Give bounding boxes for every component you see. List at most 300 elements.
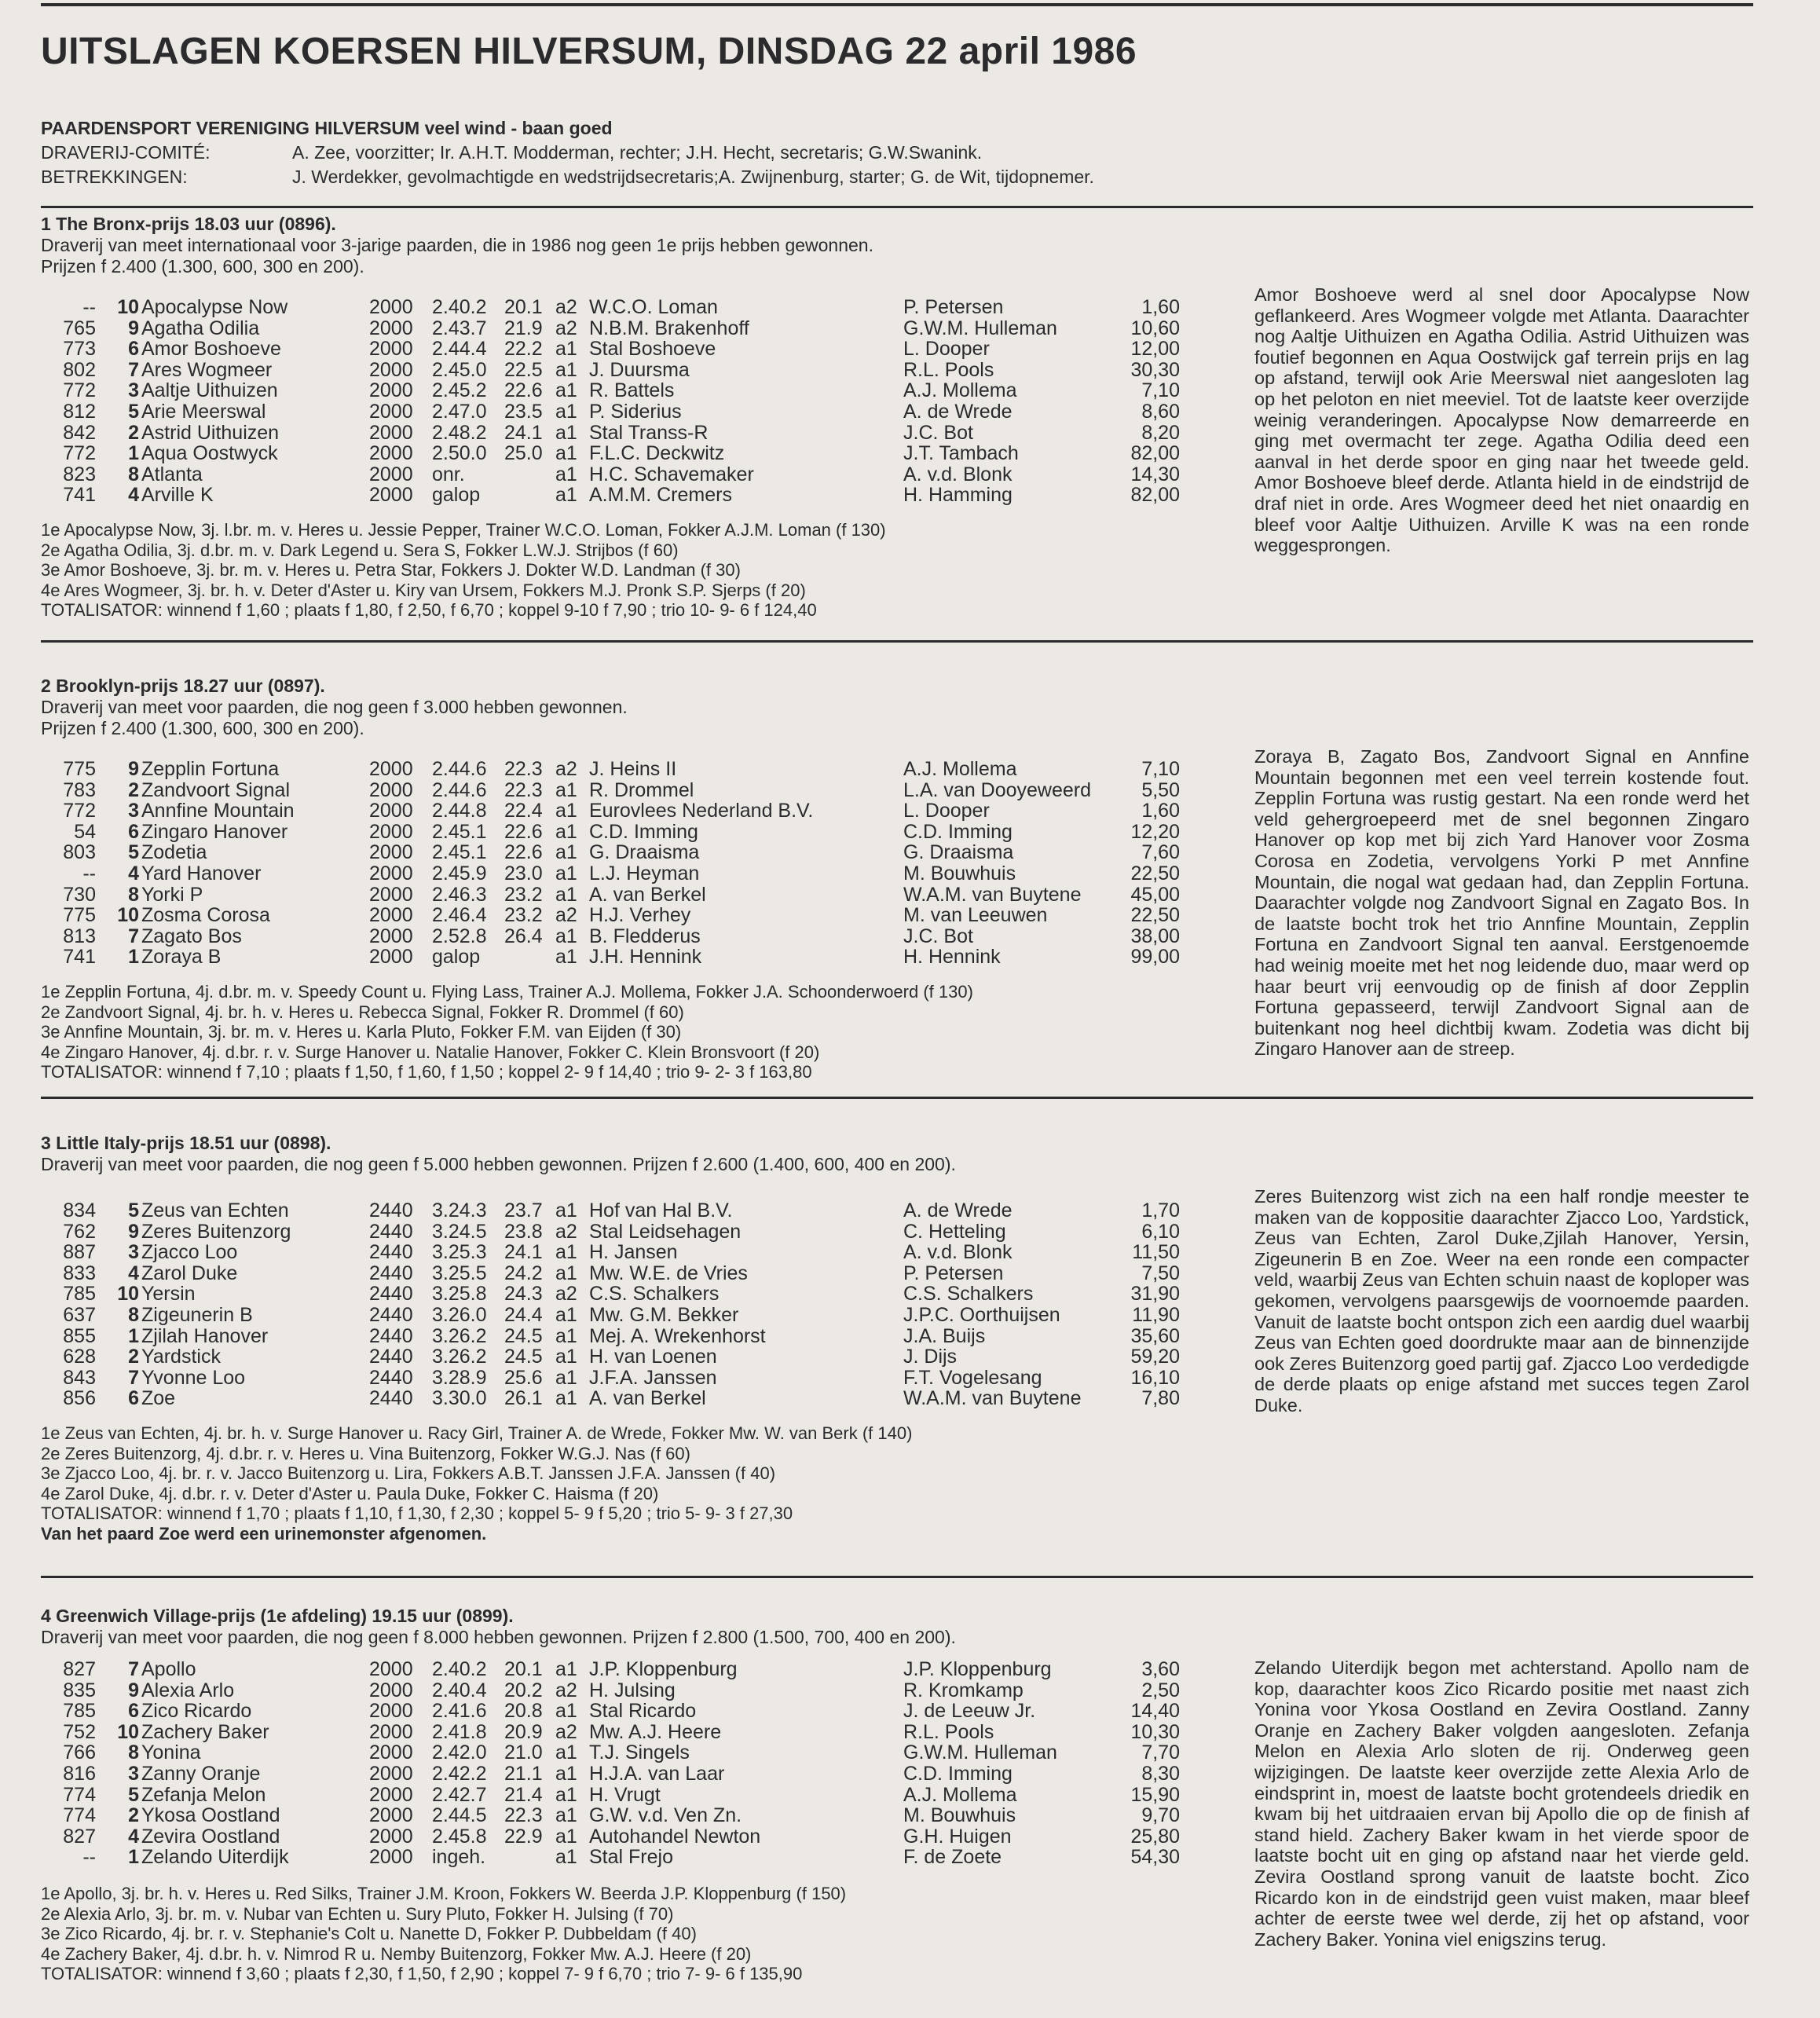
odds: 6,10 xyxy=(1141,1220,1180,1243)
distance: 2000 xyxy=(369,1783,413,1806)
distance: 2000 xyxy=(369,862,413,884)
results-table xyxy=(41,1200,1188,1409)
race-time: 2.46.3 xyxy=(432,883,487,906)
driver: A. de Wrede xyxy=(903,400,1013,423)
odds: 30,30 xyxy=(1130,358,1180,381)
km-time: 26.4 xyxy=(504,925,543,947)
horse-name: Apollo xyxy=(141,1658,196,1680)
driver: C. Hetteling xyxy=(903,1220,1006,1243)
km-time: 21.9 xyxy=(504,317,543,339)
race-time: 2.47.0 xyxy=(432,400,487,423)
race-time: 3.26.2 xyxy=(432,1346,487,1368)
start-number: 8 xyxy=(128,1741,139,1764)
race-time: 3.24.3 xyxy=(432,1199,487,1221)
start-code: a1 xyxy=(555,1387,577,1410)
placing-line: 4e Zarol Duke, 4j. d.br. r. v. Deter d'Aster u. Paula Duke, Fokker C. Haisma (f 20) xyxy=(41,1483,659,1503)
driver: G.H. Huigen xyxy=(903,1825,1012,1848)
placing-line: 1e Zepplin Fortuna, 4j. d.br. m. v. Speedy Count u. Flying Lass, Trainer A.J. Mollema, Fokker J.A. Schoonderwoerd (f 130) xyxy=(41,982,973,1002)
horse-name: Apocalypse Now xyxy=(141,296,288,318)
race-time: 2.46.4 xyxy=(432,904,487,927)
start-number: 8 xyxy=(128,883,139,906)
race-report: Amor Boshoeve werd al snel door Apocalypse Now geflankeerd. Ares Wogmeer volgde met Atlanta. Daarachter nog Aaltje Uithuizen en Agatha Odilia. Astrid Uithuizen was foutief begonnen en Aqua Oostwijck gaf terrein prijs en lag op afstand, terwijl ook Arie Meerswal niet aangesloten lag op het peloton en niet meeviel. Tot de laatste keer overzijde weinig veranderingen. Apocalypse Now demarreerde en ging met overmacht ter zege. Agatha Odilia deed een aanval in het derde spoor en ging naar het tweede geld. Amor Boshoeve bleef derde. Atlanta hield in de eindstrijd de draf niet in orde. Ares Wogmeer deed het niet onaardig en bleef voor Aaltje Uithuizen. Arville K was na een ronde weggesprongen. xyxy=(1254,284,1749,556)
odds: 16,10 xyxy=(1130,1366,1180,1389)
horse-name: Zelando Uiterdijk xyxy=(141,1846,289,1869)
table-row xyxy=(41,800,1188,822)
previous-result: 855 xyxy=(63,1324,96,1347)
odds: 8,30 xyxy=(1141,1762,1180,1785)
start-code: a1 xyxy=(555,841,577,864)
start-code: a1 xyxy=(555,358,577,381)
previous-result: 628 xyxy=(63,1346,96,1368)
table-row xyxy=(41,1346,1188,1368)
km-time: 24.5 xyxy=(504,1324,543,1347)
finish-details xyxy=(41,982,973,1082)
start-code: a2 xyxy=(555,758,577,780)
start-code: a1 xyxy=(555,1700,577,1723)
distance: 2000 xyxy=(369,1825,413,1848)
table-row xyxy=(41,1805,1188,1826)
table-row xyxy=(41,485,1188,506)
horse-name: Amor Boshoeve xyxy=(141,338,281,361)
km-time: 25.0 xyxy=(504,442,543,465)
section-divider xyxy=(41,1097,1753,1099)
odds: 54,30 xyxy=(1130,1846,1180,1869)
owner: J. Duursma xyxy=(589,358,690,381)
start-code: a2 xyxy=(555,904,577,927)
race-time: 2.52.8 xyxy=(432,925,487,947)
placing-line: 3e Amor Boshoeve, 3j. br. m. v. Heres u. Petra Star, Fokkers J. Dokter W.D. Landman (f 30) xyxy=(41,560,741,580)
horse-name: Zico Ricardo xyxy=(141,1700,252,1723)
finish-details xyxy=(41,1423,912,1544)
driver: L. Dooper xyxy=(903,338,990,361)
previous-result: 842 xyxy=(63,421,96,444)
distance: 2440 xyxy=(369,1303,413,1326)
start-code: a1 xyxy=(555,1303,577,1326)
start-number: 3 xyxy=(128,1762,139,1785)
km-time: 22.6 xyxy=(504,379,543,402)
race-time: 3.25.3 xyxy=(432,1241,487,1264)
horse-name: Yonina xyxy=(141,1741,201,1764)
previous-result: 802 xyxy=(63,358,96,381)
race-time: 2.44.6 xyxy=(432,778,487,801)
owner: Stal Frejo xyxy=(589,1846,673,1869)
placing-line: 1e Apollo, 3j. br. h. v. Heres u. Red Silks, Trainer J.M. Kroon, Fokkers W. Beerda J.P. Kloppenburg (f 150) xyxy=(41,1884,847,1903)
distance: 2440 xyxy=(369,1324,413,1347)
table-row xyxy=(41,1388,1188,1409)
owner: B. Fledderus xyxy=(589,925,701,947)
start-number: 3 xyxy=(128,800,139,822)
odds: 11,50 xyxy=(1132,1241,1180,1264)
race-report: Zoraya B, Zagato Bos, Zandvoort Signal en Annfine Mountain begonnen met een veel terrein kostende fout. Zepplin Fortuna was rustig gestart. Na een ronde werd het veld gehergroepeerd met de snel begonnen Zingaro Hanover op kop met bij zich Yard Hanover voor Zosma Corosa en Zodetia, vervolgens Yorki P met Annfine Mountain, die nogal wat gedaan had, dan Zepplin Fortuna. Daarachter volgde nog Zandvoort Signal en Zagato Bos. In de laatste bocht trok het trio Annfine Mountain, Zepplin Fortuna en Zandvoort Signal ten aanval. Eerstgenoemde had weinig moeite met het nog leidende duo, maar werd op haar beurt vrij eenvoudig op de finish af door Zepplin Fortuna gepasseerd, terwijl Zandvoort Signal aan de buitenkant nog heel dichtbij kwam. Zodetia was dicht bij Zingaro Hanover aan de streep. xyxy=(1254,746,1749,1060)
start-number: 5 xyxy=(128,400,139,423)
owner: W.C.O. Loman xyxy=(589,296,718,318)
race-time: 2.44.5 xyxy=(432,1804,487,1827)
race-time: 2.45.9 xyxy=(432,862,487,884)
distance: 2000 xyxy=(369,778,413,801)
km-time: 22.3 xyxy=(504,1804,543,1827)
km-time: 24.2 xyxy=(504,1262,543,1284)
odds: 10,60 xyxy=(1130,317,1180,339)
distance: 2000 xyxy=(369,1804,413,1827)
distance: 2000 xyxy=(369,379,413,402)
race-title: 1 The Bronx-prijs 18.03 uur (0896). xyxy=(41,214,336,234)
driver: J.C. Bot xyxy=(903,925,973,947)
table-row xyxy=(41,318,1188,339)
table-row xyxy=(41,1305,1188,1326)
distance: 2000 xyxy=(369,883,413,906)
distance: 2000 xyxy=(369,904,413,927)
horse-name: Zjilah Hanover xyxy=(141,1324,269,1347)
km-time: 20.8 xyxy=(504,1700,543,1723)
race-time: 3.25.5 xyxy=(432,1262,487,1284)
table-row xyxy=(41,1680,1188,1701)
odds: 2,50 xyxy=(1141,1679,1180,1701)
km-time: 24.3 xyxy=(504,1283,543,1306)
driver: L. Dooper xyxy=(903,800,990,822)
horse-name: Arie Meerswal xyxy=(141,400,266,423)
driver: A. v.d. Blonk xyxy=(903,1241,1013,1264)
race-time: 3.24.5 xyxy=(432,1220,487,1243)
odds: 22,50 xyxy=(1130,904,1180,927)
km-time: 22.4 xyxy=(504,800,543,822)
horse-name: Ares Wogmeer xyxy=(141,358,273,381)
odds: 9,70 xyxy=(1141,1804,1180,1827)
km-time: 23.2 xyxy=(504,904,543,927)
previous-result: 823 xyxy=(63,463,96,485)
start-number: 10 xyxy=(117,296,139,318)
start-number: 8 xyxy=(128,1303,139,1326)
previous-result: 783 xyxy=(63,778,96,801)
driver: C.D. Imming xyxy=(903,1762,1013,1785)
distance: 2000 xyxy=(369,1700,413,1723)
driver: M. van Leeuwen xyxy=(903,904,1048,927)
race-time: 2.45.1 xyxy=(432,820,487,843)
placing-line: 4e Zingaro Hanover, 4j. d.br. r. v. Surge Hanover u. Natalie Hanover, Fokker C. Klein Bronsvoort (f 20) xyxy=(41,1042,820,1062)
distance: 2440 xyxy=(369,1199,413,1221)
previous-result: 741 xyxy=(63,484,96,507)
owner: Mej. A. Wrekenhorst xyxy=(589,1324,766,1347)
table-row xyxy=(41,297,1188,318)
table-row xyxy=(41,842,1188,863)
km-time: 23.7 xyxy=(504,1199,543,1221)
race-time: 2.43.7 xyxy=(432,317,487,339)
odds: 7,60 xyxy=(1141,841,1180,864)
odds: 22,50 xyxy=(1130,862,1180,884)
odds: 7,10 xyxy=(1141,379,1180,402)
odds: 31,90 xyxy=(1130,1283,1180,1306)
race-time: 2.45.1 xyxy=(432,841,487,864)
driver: M. Bouwhuis xyxy=(903,862,1016,884)
previous-result: 772 xyxy=(63,442,96,465)
previous-result: 816 xyxy=(63,1762,96,1785)
previous-result: 834 xyxy=(63,1199,96,1221)
previous-result: 762 xyxy=(63,1220,96,1243)
distance: 2000 xyxy=(369,421,413,444)
start-number: 5 xyxy=(128,1199,139,1221)
owner: H. Jansen xyxy=(589,1241,678,1264)
previous-result: 785 xyxy=(63,1700,96,1723)
race-note: Van het paard Zoe werd een urinemonster afgenomen. xyxy=(41,1523,487,1544)
odds: 7,10 xyxy=(1141,758,1180,780)
race-time: 2.42.7 xyxy=(432,1783,487,1806)
distance: 2000 xyxy=(369,296,413,318)
start-code: a1 xyxy=(555,442,577,465)
odds: 12,00 xyxy=(1130,338,1180,361)
previous-result: 766 xyxy=(63,1741,96,1764)
distance: 2000 xyxy=(369,946,413,969)
horse-name: Zigeunerin B xyxy=(141,1303,253,1326)
race-title: 4 Greenwich Village-prijs (1e afdeling) 19.15 uur (0899). xyxy=(41,1606,514,1626)
table-row xyxy=(41,905,1188,926)
start-code: a2 xyxy=(555,1220,577,1243)
start-code: a1 xyxy=(555,400,577,423)
previous-result: 785 xyxy=(63,1283,96,1306)
race-conditions: Draverij van meet internationaal voor 3-jarige paarden, die in 1986 nog geen 1e prijs hebben gewonnen. xyxy=(41,235,873,255)
start-number: 7 xyxy=(128,1366,139,1389)
race-time: ingeh. xyxy=(432,1846,486,1869)
placing-line: 3e Zjacco Loo, 4j. br. r. v. Jacco Buitenzorg u. Lira, Fokkers A.B.T. Janssen J.F.A. Janssen (f 40) xyxy=(41,1463,776,1483)
owner: H. Julsing xyxy=(589,1679,676,1701)
previous-result: 813 xyxy=(63,925,96,947)
owner: C.S. Schalkers xyxy=(589,1283,720,1306)
km-time: 24.5 xyxy=(504,1346,543,1368)
placing-line: 1e Zeus van Echten, 4j. br. h. v. Surge Hanover u. Racy Girl, Trainer A. de Wrede, Fokker Mw. W. van Berk (f 140) xyxy=(41,1423,913,1443)
horse-name: Zefanja Melon xyxy=(141,1783,266,1806)
start-number: 1 xyxy=(128,1324,139,1347)
placing-line: 1e Apocalypse Now, 3j. l.br. m. v. Heres u. Jessie Pepper, Trainer W.C.O. Loman, Fokker A.J.M. Loman (f 130) xyxy=(41,520,886,540)
odds: 14,30 xyxy=(1130,463,1180,485)
distance: 2000 xyxy=(369,1846,413,1869)
owner: H.C. Schavemaker xyxy=(589,463,754,485)
odds: 7,70 xyxy=(1141,1741,1180,1764)
distance: 2000 xyxy=(369,800,413,822)
odds: 8,20 xyxy=(1141,421,1180,444)
horse-name: Alexia Arlo xyxy=(141,1679,235,1701)
race-time: 2.41.6 xyxy=(432,1700,487,1723)
start-code: a1 xyxy=(555,484,577,507)
previous-result: 775 xyxy=(63,758,96,780)
driver: W.A.M. van Buytene xyxy=(903,1387,1082,1410)
start-number: 7 xyxy=(128,925,139,947)
start-number: 2 xyxy=(128,778,139,801)
top-rule xyxy=(41,3,1753,6)
table-row xyxy=(41,884,1188,906)
table-row xyxy=(41,360,1188,381)
driver: R.L. Pools xyxy=(903,1720,994,1743)
previous-result: -- xyxy=(82,862,96,884)
table-row xyxy=(41,1785,1188,1806)
start-number: 1 xyxy=(128,1846,139,1869)
table-row xyxy=(41,822,1188,843)
owner: R. Battels xyxy=(589,379,675,402)
owner: Mw. G.M. Bekker xyxy=(589,1303,739,1326)
start-number: 9 xyxy=(128,317,139,339)
owner: H.J. Verhey xyxy=(589,904,691,927)
table-row xyxy=(41,1263,1188,1284)
driver: F. de Zoete xyxy=(903,1846,1002,1869)
distance: 2000 xyxy=(369,1741,413,1764)
owner: H.J.A. van Laar xyxy=(589,1762,725,1785)
race-time: 3.30.0 xyxy=(432,1387,487,1410)
start-number: 7 xyxy=(128,358,139,381)
horse-name: Zeus van Echten xyxy=(141,1199,289,1221)
horse-name: Zeres Buitenzorg xyxy=(141,1220,291,1243)
previous-result: 843 xyxy=(63,1366,96,1389)
finish-details xyxy=(41,1884,846,1984)
previous-result: 827 xyxy=(63,1825,96,1848)
placing-line: 3e Zico Ricardo, 4j. br. r. v. Stephanie's Colt u. Nanette D, Fokker P. Dubbeldam (f 40) xyxy=(41,1924,697,1943)
owner: T.J. Singels xyxy=(589,1741,690,1764)
km-time: 23.5 xyxy=(504,400,543,423)
horse-name: Annfine Mountain xyxy=(141,800,295,822)
table-row xyxy=(41,1659,1188,1680)
start-number: 10 xyxy=(117,1720,139,1743)
association-block xyxy=(41,116,1094,189)
start-code: a1 xyxy=(555,1262,577,1284)
driver: G. Draaisma xyxy=(903,841,1014,864)
previous-result: 835 xyxy=(63,1679,96,1701)
committee-label: DRAVERIJ-COMITÉ: xyxy=(41,142,211,163)
placing-line: 2e Zandvoort Signal, 4j. br. h. v. Heres u. Rebecca Signal, Fokker R. Drommel (f 60) xyxy=(41,1002,684,1022)
horse-name: Zanny Oranje xyxy=(141,1762,261,1785)
horse-name: Zevira Oostland xyxy=(141,1825,280,1848)
placing-line: 3e Annfine Mountain, 3j. br. m. v. Heres u. Karla Pluto, Fokker F.M. van Eijden (f 30) xyxy=(41,1022,682,1042)
km-time: 23.8 xyxy=(504,1220,543,1243)
horse-name: Yard Hanover xyxy=(141,862,262,884)
distance: 2440 xyxy=(369,1346,413,1368)
start-code: a1 xyxy=(555,820,577,843)
previous-result: 741 xyxy=(63,946,96,969)
table-row xyxy=(41,947,1188,968)
race-conditions: Draverij van meet voor paarden, die nog geen f 5.000 hebben gewonnen. Prijzen f 2.600 (1.400, 600, 400 en 200). xyxy=(41,1154,956,1174)
race-time: galop xyxy=(432,946,481,969)
start-number: 6 xyxy=(128,338,139,361)
previous-result: 772 xyxy=(63,800,96,822)
odds: 12,20 xyxy=(1130,820,1180,843)
race-header xyxy=(41,214,1753,277)
odds: 82,00 xyxy=(1130,442,1180,465)
driver: P. Petersen xyxy=(903,1262,1004,1284)
km-time: 26.1 xyxy=(504,1387,543,1410)
previous-result: 773 xyxy=(63,338,96,361)
totalisator-line: TOTALISATOR: winnend f 1,70 ; plaats f 1,10, f 1,30, f 2,30 ; koppel 5- 9 f 5,20 ; trio 5- 9- 3 f 27,30 xyxy=(41,1503,793,1523)
race-time: 3.26.0 xyxy=(432,1303,487,1326)
distance: 2000 xyxy=(369,1762,413,1785)
driver: J.T. Tambach xyxy=(903,442,1019,465)
odds: 3,60 xyxy=(1141,1658,1180,1680)
table-row xyxy=(41,380,1188,401)
distance: 2000 xyxy=(369,484,413,507)
table-row xyxy=(41,1847,1188,1868)
table-row xyxy=(41,1722,1188,1743)
race-time: 3.28.9 xyxy=(432,1366,487,1389)
owner: J.P. Kloppenburg xyxy=(589,1658,738,1680)
placing-line: 2e Agatha Odilia, 3j. d.br. m. v. Dark Legend u. Sera S, Fokker L.W.J. Strijbos (f 60) xyxy=(41,540,679,560)
start-code: a1 xyxy=(555,1324,577,1347)
owner: Mw. W.E. de Vries xyxy=(589,1262,748,1284)
distance: 2440 xyxy=(369,1220,413,1243)
start-number: 2 xyxy=(128,1804,139,1827)
horse-name: Yardstick xyxy=(141,1346,221,1368)
driver: R.L. Pools xyxy=(903,358,994,381)
owner: N.B.M. Brakenhoff xyxy=(589,317,749,339)
table-row xyxy=(41,443,1188,464)
odds: 99,00 xyxy=(1130,946,1180,969)
race-time: 2.44.6 xyxy=(432,758,487,780)
km-time: 24.1 xyxy=(504,1241,543,1264)
owner: J.F.A. Janssen xyxy=(589,1366,717,1389)
odds: 38,00 xyxy=(1130,925,1180,947)
driver: C.S. Schalkers xyxy=(903,1283,1034,1306)
driver: A. de Wrede xyxy=(903,1199,1013,1221)
start-number: 5 xyxy=(128,841,139,864)
owner: G. Draaisma xyxy=(589,841,700,864)
distance: 2440 xyxy=(369,1366,413,1389)
previous-result: -- xyxy=(82,1846,96,1869)
previous-result: 730 xyxy=(63,883,96,906)
table-row xyxy=(41,1221,1188,1243)
table-row xyxy=(41,423,1188,444)
placing-line: 4e Zachery Baker, 4j. d.br. h. v. Nimrod R u. Nemby Buitenzorg, Fokker Mw. A.J. Heere (f 20) xyxy=(41,1943,752,1964)
start-number: 9 xyxy=(128,1220,139,1243)
race-header xyxy=(41,1133,1753,1175)
start-number: 8 xyxy=(128,463,139,485)
owner: J.H. Hennink xyxy=(589,946,702,969)
km-time: 21.4 xyxy=(504,1783,543,1806)
horse-name: Agatha Odilia xyxy=(141,317,260,339)
horse-name: Zoraya B xyxy=(141,946,222,969)
start-number: 10 xyxy=(117,904,139,927)
horse-name: Yvonne Loo xyxy=(141,1366,246,1389)
driver: G.W.M. Hulleman xyxy=(903,1741,1057,1764)
distance: 2000 xyxy=(369,358,413,381)
odds: 1,70 xyxy=(1141,1199,1180,1221)
driver: F.T. Vogelesang xyxy=(903,1366,1042,1389)
owner: A.M.M. Cremers xyxy=(589,484,732,507)
horse-name: Zodetia xyxy=(141,841,207,864)
page-title: UITSLAGEN KOERSEN HILVERSUM, DINSDAG 22 april 1986 xyxy=(41,31,1137,72)
race-conditions: Draverij van meet voor paarden, die nog geen f 3.000 hebben gewonnen. xyxy=(41,697,628,717)
odds: 82,00 xyxy=(1130,484,1180,507)
placing-line: 2e Zeres Buitenzorg, 4j. d.br. r. v. Heres u. Vina Buitenzorg, Fokker W.G.J. Nas (f 60) xyxy=(41,1443,690,1463)
previous-result: -- xyxy=(82,296,96,318)
start-number: 4 xyxy=(128,862,139,884)
start-code: a1 xyxy=(555,1783,577,1806)
start-number: 1 xyxy=(128,442,139,465)
km-time: 22.6 xyxy=(504,820,543,843)
start-code: a1 xyxy=(555,925,577,947)
race-time: onr. xyxy=(432,463,465,485)
totalisator-line: TOTALISATOR: winnend f 3,60 ; plaats f 2,30, f 1,50, f 2,90 ; koppel 7- 9 f 6,70 ; trio 7- 9- 6 f 135,90 xyxy=(41,1964,803,1983)
previous-result: 752 xyxy=(63,1720,96,1743)
horse-name: Zepplin Fortuna xyxy=(141,758,280,780)
race-time: 2.44.8 xyxy=(432,800,487,822)
race-header xyxy=(41,1606,1753,1648)
start-number: 7 xyxy=(128,1658,139,1680)
start-code: a2 xyxy=(555,1720,577,1743)
driver: R. Kromkamp xyxy=(903,1679,1024,1701)
start-code: a2 xyxy=(555,1283,577,1306)
km-time: 22.3 xyxy=(504,778,543,801)
previous-result: 774 xyxy=(63,1804,96,1827)
table-row xyxy=(41,1242,1188,1263)
totalisator-line: TOTALISATOR: winnend f 7,10 ; plaats f 1,50, f 1,60, f 1,50 ; koppel 2- 9 f 14,40 ; trio 9- 2- 3 f 163,80 xyxy=(41,1062,812,1082)
previous-result: 774 xyxy=(63,1783,96,1806)
odds: 8,60 xyxy=(1141,400,1180,423)
km-time: 20.2 xyxy=(504,1679,543,1701)
horse-name: Arville K xyxy=(141,484,214,507)
distance: 2000 xyxy=(369,1658,413,1680)
